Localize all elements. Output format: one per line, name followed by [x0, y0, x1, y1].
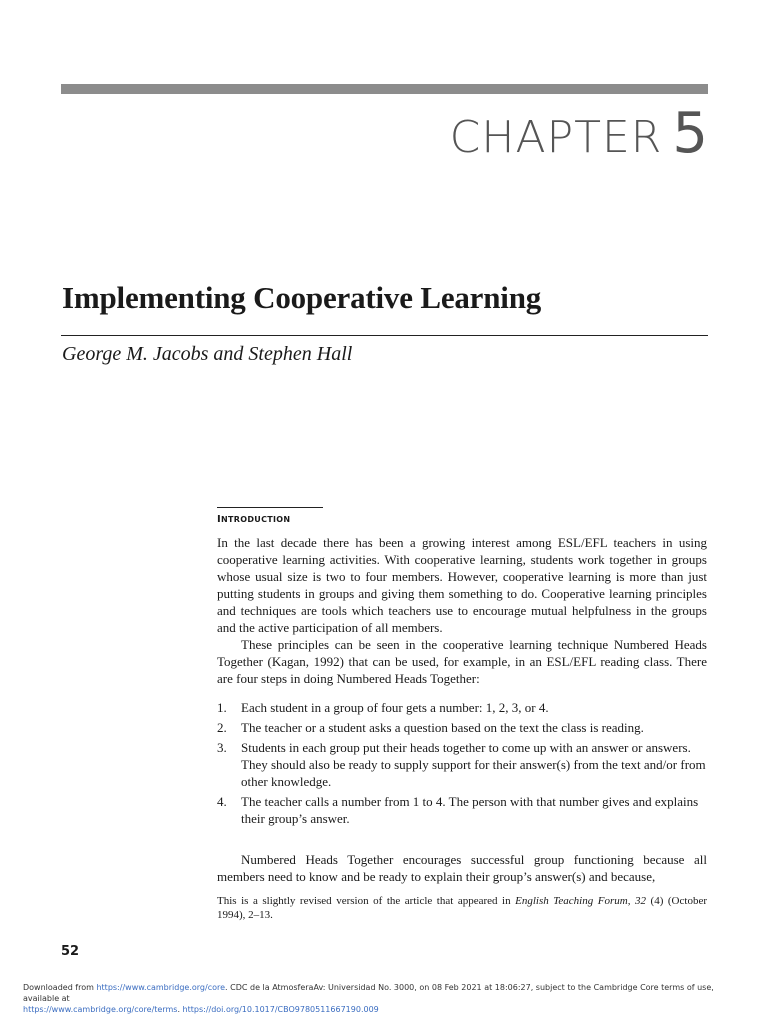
- footnote-text-end: (4) (October 1994), 2–13.: [217, 895, 707, 921]
- title-divider: [61, 335, 708, 336]
- download-separator: .: [177, 1005, 183, 1014]
- paragraph-2: These principles can be seen in the cooperative learning technique Numbered Heads Together (Kagan, 1992) that can be used, for example, in an ESL/EFL reading class. There are four steps in doing Numbered Heads Together:: [217, 637, 707, 686]
- section-divider: [217, 507, 323, 508]
- step-number: 3.: [217, 740, 227, 755]
- cambridge-core-link[interactable]: https://www.cambridge.org/core: [96, 983, 226, 992]
- chapter-heading: [449, 101, 708, 166]
- chapter-number: 5: [672, 101, 708, 166]
- step-text: The teacher calls a number from 1 to 4. The person with that number gives and explains their group’s answer.: [241, 794, 699, 826]
- list-item: [217, 699, 707, 716]
- footnote-text: This is a slightly revised version of the article that appeared in: [217, 895, 516, 907]
- step-text: The teacher or a student asks a question based on the text the class is reading.: [241, 720, 644, 735]
- list-item: [217, 719, 707, 736]
- chapter-word: CHAPTER: [449, 112, 663, 163]
- step-number: 4.: [217, 794, 227, 809]
- download-prefix: Downloaded from: [23, 983, 97, 992]
- closing-text: [217, 851, 707, 885]
- step-number: 2.: [217, 720, 227, 735]
- chapter-title: Implementing Cooperative Learning: [62, 280, 542, 315]
- steps-list: [217, 699, 707, 830]
- download-terms-text: . CDC de la AtmosferaAv: Universidad No. 3000, on 08 Feb 2021 at 18:06:27, subject to the Cambridge Core terms of use, available at: [23, 983, 714, 1003]
- step-text: Students in each group put their heads together to come up with an answer or answers. They should also be ready to supply support for their answer(s) from the text and/or from other knowledge.: [241, 740, 706, 789]
- doi-link[interactable]: https://doi.org/10.1017/CBO9780511667190.009: [182, 1005, 379, 1014]
- footnote: [217, 894, 707, 922]
- header-bar: [61, 84, 708, 94]
- section-heading: introduction: [217, 510, 291, 526]
- paragraph-1: In the last decade there has been a growing interest among ESL/EFL teachers in using cooperative learning activities. With cooperative learning, students work together in groups whose usual size is two to four members. However, cooperative learning is more than just putting students in groups and giving them something to do. Cooperative learning principles and techniques are tools which teachers use to encourage mutual helpfulness in the groups and the active participation of all members.: [217, 535, 707, 635]
- authors-line: George M. Jacobs and Stephen Hall: [62, 343, 353, 365]
- step-number: 1.: [217, 700, 227, 715]
- list-item: [217, 793, 707, 827]
- footnote-journal: English Teaching Forum, 32: [515, 895, 646, 907]
- list-item: [217, 739, 707, 790]
- page-number: 52: [61, 944, 80, 959]
- paragraph-3: Numbered Heads Together encourages successful group functioning because all members need to know and be ready to explain their group’s answer(s) and because,: [217, 852, 707, 884]
- step-text: Each student in a group of four gets a number: 1, 2, 3, or 4.: [241, 700, 549, 715]
- download-notice: [23, 982, 751, 1015]
- terms-link[interactable]: https://www.cambridge.org/core/terms: [23, 1005, 178, 1014]
- intro-text: [217, 534, 707, 687]
